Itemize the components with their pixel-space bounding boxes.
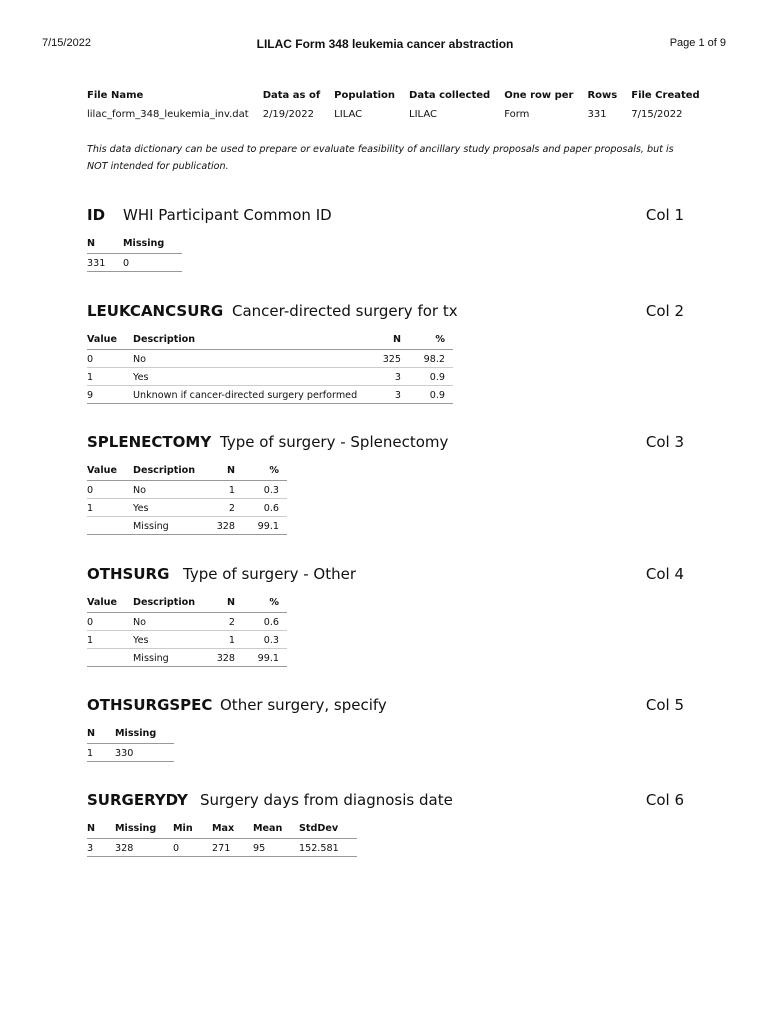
variable-section bbox=[87, 433, 684, 535]
file-info-value: LILAC bbox=[409, 109, 437, 120]
table-cell: 328 bbox=[115, 839, 173, 857]
variable-section bbox=[87, 302, 684, 404]
table-cell: 0 bbox=[87, 613, 133, 631]
table-header: Missing bbox=[123, 236, 182, 254]
usage-note: This data dictionary can be used to prepare or evaluate feasibility of ancillary study proposals and paper proposals, but is NOT intended for publication. bbox=[87, 144, 674, 172]
table-header: % bbox=[409, 332, 453, 350]
table-cell: 328 bbox=[213, 649, 243, 667]
table-header: N bbox=[381, 332, 409, 350]
table-cell: 271 bbox=[212, 839, 253, 857]
file-info-header: Rows bbox=[587, 90, 618, 101]
table-header: Description bbox=[133, 332, 381, 350]
file-info-value: 331 bbox=[587, 109, 607, 120]
table-cell: 0 bbox=[87, 350, 133, 368]
column-number: Col 3 bbox=[645, 433, 684, 451]
print-date: 7/15/2022 bbox=[42, 37, 91, 49]
table-cell: 3 bbox=[381, 386, 409, 404]
variable-name: OTHSURG bbox=[87, 565, 170, 583]
file-info-table bbox=[87, 90, 700, 120]
table-cell: 1 bbox=[213, 631, 243, 649]
table-cell bbox=[87, 649, 133, 667]
table-cell: 0.3 bbox=[243, 631, 287, 649]
table-header: N bbox=[213, 463, 243, 481]
table-cell: 1 bbox=[213, 481, 243, 499]
variable-stats-table bbox=[87, 595, 287, 667]
table-cell: No bbox=[133, 350, 381, 368]
file-info-header: File Created bbox=[631, 90, 700, 101]
table-header: Value bbox=[87, 595, 133, 613]
file-info-header: Data as of bbox=[262, 90, 321, 101]
table-cell: 9 bbox=[87, 386, 133, 404]
file-info-header: File Name bbox=[87, 90, 144, 101]
variable-stats-table bbox=[87, 463, 287, 535]
table-cell: 0.6 bbox=[243, 613, 287, 631]
table-cell: 1 bbox=[87, 499, 133, 517]
table-cell: 3 bbox=[87, 839, 115, 857]
table-header: % bbox=[243, 463, 287, 481]
variable-label: Cancer-directed surgery for tx bbox=[232, 302, 458, 320]
table-header: Description bbox=[133, 595, 213, 613]
variable-name: ID bbox=[87, 206, 106, 224]
table-cell: 0 bbox=[123, 254, 182, 272]
variable-stats-table bbox=[87, 332, 453, 404]
table-cell: Yes bbox=[133, 631, 213, 649]
table-cell: 152.581 bbox=[299, 839, 357, 857]
column-number: Col 6 bbox=[645, 791, 684, 809]
table-cell: 0.9 bbox=[409, 368, 453, 386]
table-cell: No bbox=[133, 613, 213, 631]
table-cell: 1 bbox=[87, 368, 133, 386]
page-number: Page 1 of 9 bbox=[669, 37, 726, 49]
file-info-header: One row per bbox=[504, 90, 574, 101]
variable-section bbox=[87, 696, 684, 762]
variable-label: Other surgery, specify bbox=[220, 696, 387, 714]
table-header: N bbox=[213, 595, 243, 613]
variable-label: WHI Participant Common ID bbox=[123, 206, 332, 224]
variable-stats-table bbox=[87, 726, 174, 762]
table-header: N bbox=[87, 821, 115, 839]
file-info-value: LILAC bbox=[334, 109, 363, 120]
variable-label: Surgery days from diagnosis date bbox=[200, 791, 453, 809]
file-info-header: Data collected bbox=[409, 90, 491, 101]
table-cell: 0 bbox=[87, 481, 133, 499]
table-cell: 2 bbox=[213, 499, 243, 517]
table-cell: 99.1 bbox=[243, 649, 287, 667]
table-cell: Yes bbox=[133, 368, 381, 386]
table-header: Min bbox=[173, 821, 212, 839]
variable-stats-table bbox=[87, 821, 357, 857]
file-info-value: 7/15/2022 bbox=[631, 109, 683, 120]
file-info-header: Population bbox=[334, 90, 396, 101]
table-header: Max bbox=[212, 821, 253, 839]
document-title: LILAC Form 348 leukemia cancer abstraction bbox=[256, 37, 514, 51]
table-header: Missing bbox=[115, 821, 173, 839]
column-number: Col 4 bbox=[645, 565, 684, 583]
table-cell: 325 bbox=[381, 350, 409, 368]
table-cell: No bbox=[133, 481, 213, 499]
variable-label: Type of surgery - Splenectomy bbox=[220, 433, 449, 451]
table-cell: Yes bbox=[133, 499, 213, 517]
table-cell: 330 bbox=[115, 744, 174, 762]
column-number: Col 2 bbox=[645, 302, 684, 320]
variable-name: OTHSURGSPEC bbox=[87, 696, 213, 714]
table-header: StdDev bbox=[299, 821, 357, 839]
table-cell: 0.9 bbox=[409, 386, 453, 404]
variable-section bbox=[87, 565, 684, 667]
variable-stats-table bbox=[87, 236, 182, 272]
table-header: Value bbox=[87, 463, 133, 481]
table-cell: Missing bbox=[133, 649, 213, 667]
table-header: Missing bbox=[115, 726, 174, 744]
table-header: Value bbox=[87, 332, 133, 350]
file-info-value: Form bbox=[504, 109, 530, 120]
table-header: Description bbox=[133, 463, 213, 481]
table-cell: 0.3 bbox=[243, 481, 287, 499]
table-cell: 99.1 bbox=[243, 517, 287, 535]
table-cell: 2 bbox=[213, 613, 243, 631]
table-header: N bbox=[87, 236, 123, 254]
table-cell: 1 bbox=[87, 744, 115, 762]
table-cell: 331 bbox=[87, 254, 123, 272]
variable-name: SPLENECTOMY bbox=[87, 433, 212, 451]
table-cell: Missing bbox=[133, 517, 213, 535]
table-cell: 0.6 bbox=[243, 499, 287, 517]
variable-name: LEUKCANCSURG bbox=[87, 302, 224, 320]
table-cell: Unknown if cancer-directed surgery performed bbox=[133, 386, 381, 404]
table-header: Mean bbox=[253, 821, 299, 839]
table-cell: 328 bbox=[213, 517, 243, 535]
table-cell bbox=[87, 517, 133, 535]
table-cell: 1 bbox=[87, 631, 133, 649]
table-cell: 0 bbox=[173, 839, 212, 857]
table-cell: 3 bbox=[381, 368, 409, 386]
variable-name: SURGERYDY bbox=[87, 791, 188, 809]
table-header: N bbox=[87, 726, 115, 744]
variable-section bbox=[87, 791, 684, 857]
table-cell: 98.2 bbox=[409, 350, 453, 368]
table-cell: 95 bbox=[253, 839, 299, 857]
variable-label: Type of surgery - Other bbox=[183, 565, 357, 583]
column-number: Col 5 bbox=[645, 696, 684, 714]
file-info-value: 2/19/2022 bbox=[262, 109, 314, 120]
table-header: % bbox=[243, 595, 287, 613]
column-number: Col 1 bbox=[645, 206, 684, 224]
variable-section bbox=[87, 206, 684, 272]
file-info-value: lilac_form_348_leukemia_inv.dat bbox=[87, 109, 249, 120]
